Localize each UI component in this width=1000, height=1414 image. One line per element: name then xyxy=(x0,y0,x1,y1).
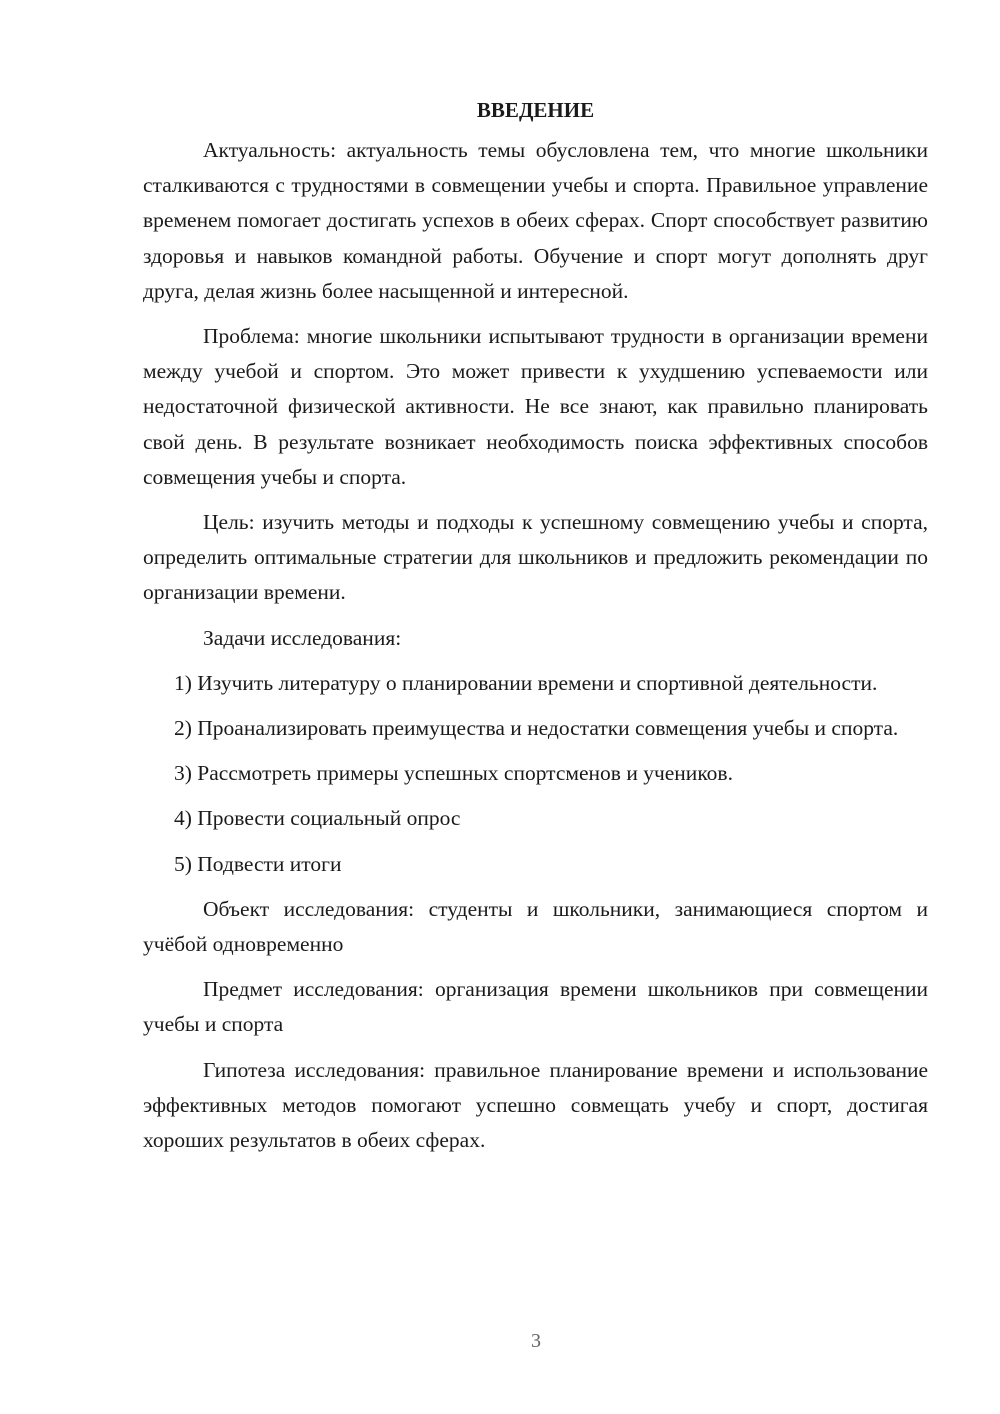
goal-paragraph: Цель: изучить методы и подходы к успешному совмещению учебы и спорта, определить оптимальные стратегии для школьников и предложить рекомендации по организации времени. xyxy=(143,510,928,605)
document-page xyxy=(143,92,928,1158)
hypothesis-paragraph: Гипотеза исследования: правильное планирование времени и использование эффективных методов помогают успешно совмещать учебу и спорт, достигая хороших результатов в обеих сферах. xyxy=(143,1057,928,1153)
section-title: ВВЕДЕНИЕ xyxy=(476,98,595,122)
subject-paragraph: Предмет исследования: организация времени школьников при совмещении учебы и спорта xyxy=(143,977,928,1037)
page-number: 3 xyxy=(531,1330,541,1352)
tasks-heading: Задачи исследования: xyxy=(203,625,402,650)
task-item: 4) Провести социальный опрос xyxy=(174,806,461,831)
task-item: 2) Проанализировать преимущества и недостатки совмещения учебы и спорта. xyxy=(174,716,899,741)
problem-paragraph: Проблема: многие школьники испытывают трудности в организации времени между учебой и спортом. Это может привести к ухудшению успеваемости или недостаточной физической активности. Не все знают, как правильно планировать свой день. В результате возникает необходимость поиска эффективных способов совмещения учебы и спорта. xyxy=(143,324,928,489)
relevance-paragraph: Актуальность: актуальность темы обусловлена тем, что многие школьники сталкиваются с трудностями в совмещении учебы и спорта. Правильное управление временем помогает достигать успехов в обеих сферах. Спорт способствует развитию здоровья и навыков командной работы. Обучение и спорт могут дополнять друг друга, делая жизнь более насыщенной и интересной. xyxy=(143,138,928,303)
task-item: 1) Изучить литературу о планировании времени и спортивной деятельности. xyxy=(174,670,878,695)
object-paragraph: Объект исследования: студенты и школьники, занимающиеся спортом и учёбой одновременно xyxy=(143,896,928,957)
task-item: 5) Подвести итоги xyxy=(174,851,342,876)
task-item: 3) Рассмотреть примеры успешных спортсменов и учеников. xyxy=(174,761,733,786)
